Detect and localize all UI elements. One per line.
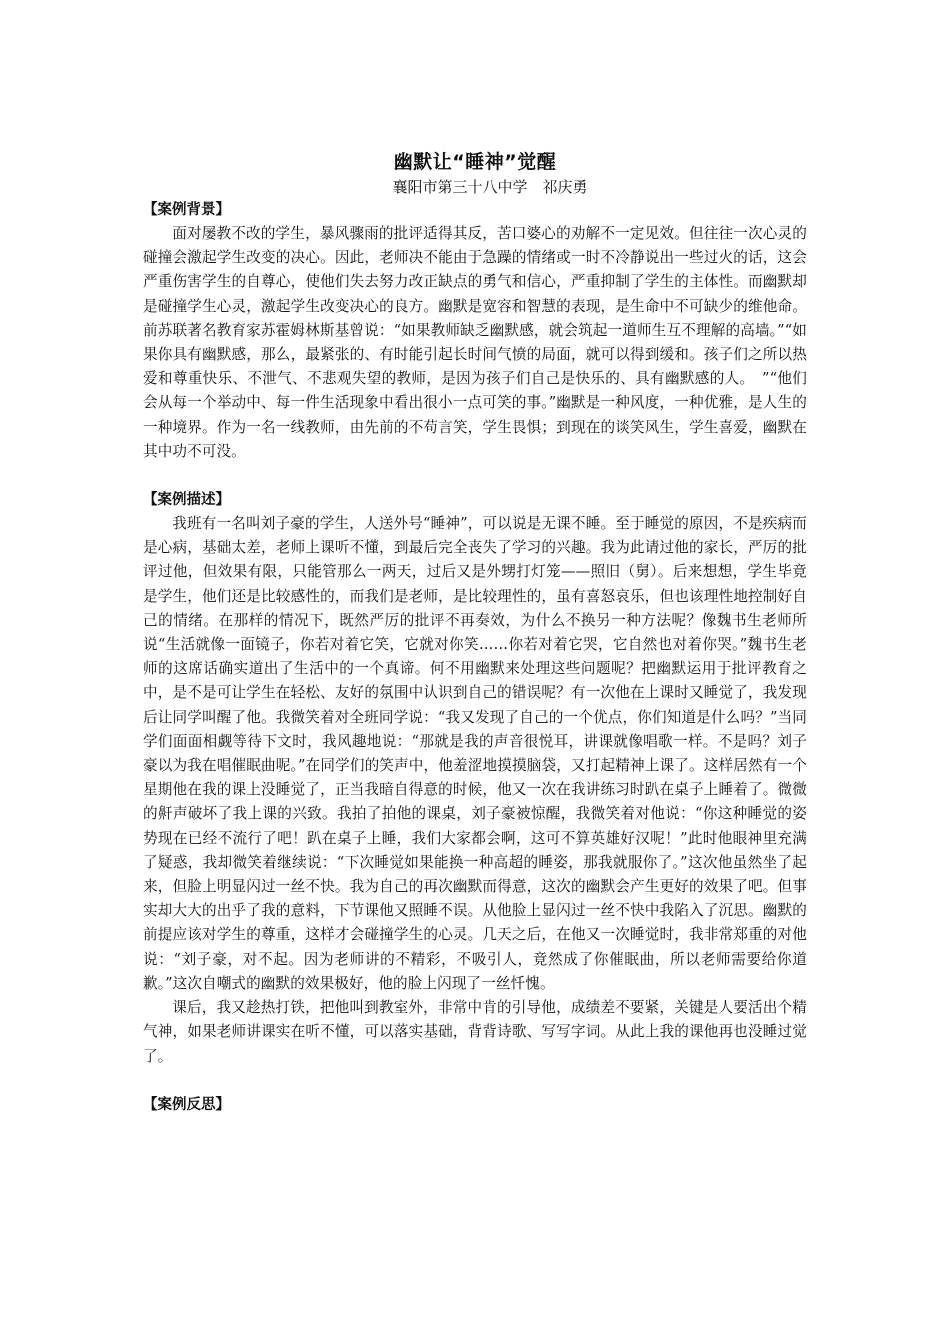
section-heading-reflection: 【案例反思】: [143, 1096, 230, 1113]
document-author: 襄阳市第三十八中学 祁庆勇: [392, 178, 588, 196]
document-title: 幽默让“睡神”觉醒: [393, 151, 557, 173]
section-background: [143, 198, 807, 464]
section-spacer: [143, 464, 807, 488]
description-paragraph-2: 课后，我又趁热打铁，把他叫到教室外，非常中肯的引导他，成绩差不要紧，关键是人要活出个精气神，如果老师讲课实在听不懂，可以落实基础，背背诗歌、写写字词。从此上我的课他再也没睡过觉了。: [143, 999, 807, 1065]
section-reflection: [143, 1093, 807, 1117]
section-spacer: [143, 1069, 807, 1093]
section-heading-background: 【案例背景】: [143, 202, 230, 218]
section-heading-description: 【案例描述】: [143, 492, 230, 509]
description-paragraph-1: 我班有一名叫刘子豪的学生，人送外号“睡神”，可以说是无课不睡。至于睡觉的原因，不是疾病而是心病，基础太差，老师上课听不懂，到最后完全丧失了学习的兴趣。我为此请过他的家长，严厉的批评过他，但效果有限，只能管那么一两天，过后又是外甥打灯笼——照旧（舅）。后来想想，学生毕竟是学生，他们还是比较感性的，而我们是老师，是比较理性的，虽有喜怒哀乐，但也该理性地控制好自己的情绪。在那样的情况下，既然严厉的批评不再奏效，为什么不换另一种方法呢？像魏书生老师所说“生活就像一面镜子，你若对着它笑，它就对你笑……你若对着它哭，它自然也对着你哭。”魏书生老师的这席话确实道出了生活中的一个真谛。何不用幽默来处理这些问题呢？把幽默运用于批评教育之中，是不是可让学生在轻松、友好的氛围中认识到自己的错误呢？有一次他在上课时又睡觉了，我发现后让同学叫醒了他。我微笑着对全班同学说：“我又发现了自己的一个优点，你们知道是什么吗？”当同学们面面相觑等待下文时，我风趣地说：“那就是我的声音很悦耳，讲课就像唱歌一样。不是吗？刘子豪以为我在唱催眠曲呢。”在同学们的笑声中，他羞涩地摸摸脑袋，又打起精神上课了。这样居然有一个星期他在我的课上没睡觉了，正当我暗自得意的时候，他又一次在我讲练习时趴在桌子上睡着了。微微的鼾声破坏了我上课的兴致。我拍了拍他的课桌，刘子豪被惊醒，我微笑着对他说：“你这种睡觉的姿势现在已经不流行了吧！趴在桌子上睡，我们大家都会啊，这可不算英雄好汉呢！”此时他眼神里充满了疑惑，我却微笑着继续说：“下次睡觉如果能换一种高超的睡姿，那我就服你了。”这次他虽然坐了起来，但脸上明显闪过一丝不快。我为自己的再次幽默而得意，这次的幽默会产生更好的效果了吧。但事实却大大的出乎了我的意料，下节课他又照睡不误。从他脸上显闪过一丝不快中我陷入了沉思。幽默的前提应该对学生的尊重，这样才会碰撞学生的心灵。几天之后，在他又一次睡觉时，我非常郑重的对他说：“刘子豪，对不起。因为老师讲的不精彩，不吸引人，竟然成了你催眠曲，所以老师需要给你道歉。”这次自嘲式的幽默的效果极好，他的脸上闪现了一丝忏愧。: [143, 515, 807, 992]
document-page: [143, 148, 807, 1117]
background-paragraph: 面对屡教不改的学生，暴风骤雨的批评适得其反，苦口婆心的劝解不一定见效。但往往一次心灵的碰撞会激起学生改变的决心。因此，老师决不能由于急躁的情绪或一时不冷静说出一些过火的话，这会严重伤害学生的自尊心，使他们失去努力改正缺点的勇气和信心，严重抑制了学生的主体性。而幽默却是碰撞学生心灵，激起学生改变决心的良方。幽默是宽容和智慧的表现，是生命中不可缺少的维他命。前苏联著名教育家苏霍姆林斯基曾说：“如果教师缺乏幽默感，就会筑起一道师生互不理解的高墙。”“如果你具有幽默感，那么，最紧张的、有时能引起长时间气愤的局面，就可以得到缓和。孩子们之所以热爱和尊重快乐、不泄气、不悲观失望的教师，是因为孩子们自己是快乐的、具有幽默感的人。 ”“他们会从每一个举动中、每一件生活现象中看出很小一点可笑的事。”幽默是一种风度，一种优雅，是人生的一种境界。作为一名一线教师，由先前的不苟言笑，学生畏惧；到现在的谈笑风生，学生喜爱，幽默在其中功不可没。: [143, 225, 807, 460]
section-description: [143, 488, 807, 1069]
